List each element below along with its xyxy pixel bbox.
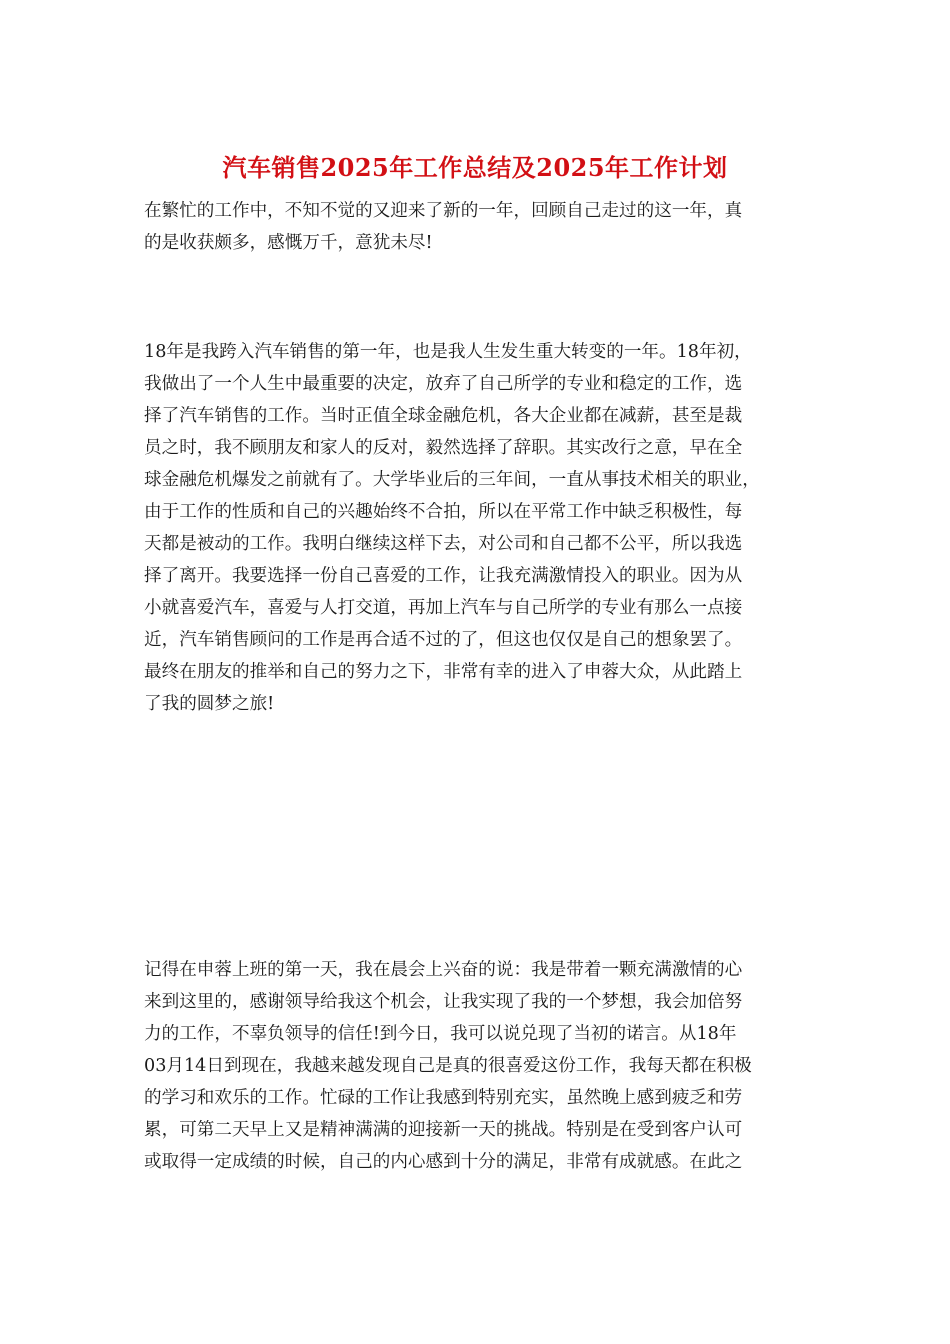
text-line: 的是收获颇多，感慨万千，意犹未尽! [144,233,433,253]
paragraph-intro [144,195,824,259]
paragraph-first-day [144,954,824,1178]
text-line: 来到这里的，感谢领导给我这个机会，让我实现了我的一个梦想，我会加倍努 [144,992,743,1012]
text-line: 择了离开。我要选择一份自己喜爱的工作，让我充满激情投入的职业。因为从 [144,566,743,586]
text-line: 择了汽车销售的工作。当时正值全球金融危机，各大企业都在减薪，甚至是裁 [144,406,743,426]
text-line: 近，汽车销售顾问的工作是再合适不过的了，但这也仅仅是自己的想象罢了。 [144,630,743,650]
text-line: 小就喜爱汽车，喜爱与人打交道，再加上汽车与自己所学的专业有那么一点接 [144,598,743,618]
text-line: 18年是我跨入汽车销售的第一年，也是我人生发生重大转变的一年。18年初， [144,342,752,362]
text-line: 天都是被动的工作。我明白继续这样下去，对公司和自己都不公平，所以我选 [144,534,743,554]
paragraph-career-change [144,336,824,720]
text-line: 的学习和欢乐的工作。忙碌的工作让我感到特别充实，虽然晚上感到疲乏和劳 [144,1088,743,1108]
text-line: 由于工作的性质和自己的兴趣始终不合拍，所以在平常工作中缺乏积极性，每 [144,502,743,522]
text-line: 03月14日到现在，我越来越发现自己是真的很喜爱这份工作，我每天都在积极 [144,1056,752,1076]
text-line: 我做出了一个人生中最重要的决定，放弃了自己所学的专业和稳定的工作，选 [144,374,743,394]
text-line: 了我的圆梦之旅! [144,694,275,714]
text-line: 力的工作，不辜负领导的信任!到今日，我可以说兑现了当初的诺言。从18年 [144,1024,737,1044]
document-title: 汽车销售2025年工作总结及2025年工作计划 [222,153,728,182]
text-line: 在繁忙的工作中，不知不觉的又迎来了新的一年，回顾自己走过的这一年，真 [144,201,743,221]
text-line: 记得在申蓉上班的第一天，我在晨会上兴奋的说：我是带着一颗充满激情的心 [144,960,743,980]
text-line: 球金融危机爆发之前就有了。大学毕业后的三年间，一直从事技术相关的职业， [144,470,760,490]
text-line: 或取得一定成绩的时候，自己的内心感到十分的满足，非常有成就感。在此之 [144,1152,743,1172]
text-line: 员之时，我不顾朋友和家人的反对，毅然选择了辞职。其实改行之意，早在全 [144,438,743,458]
text-line: 累，可第二天早上又是精神满满的迎接新一天的挑战。特别是在受到客户认可 [144,1120,743,1140]
text-line: 最终在朋友的推举和自己的努力之下，非常有幸的进入了申蓉大众，从此踏上 [144,662,743,682]
